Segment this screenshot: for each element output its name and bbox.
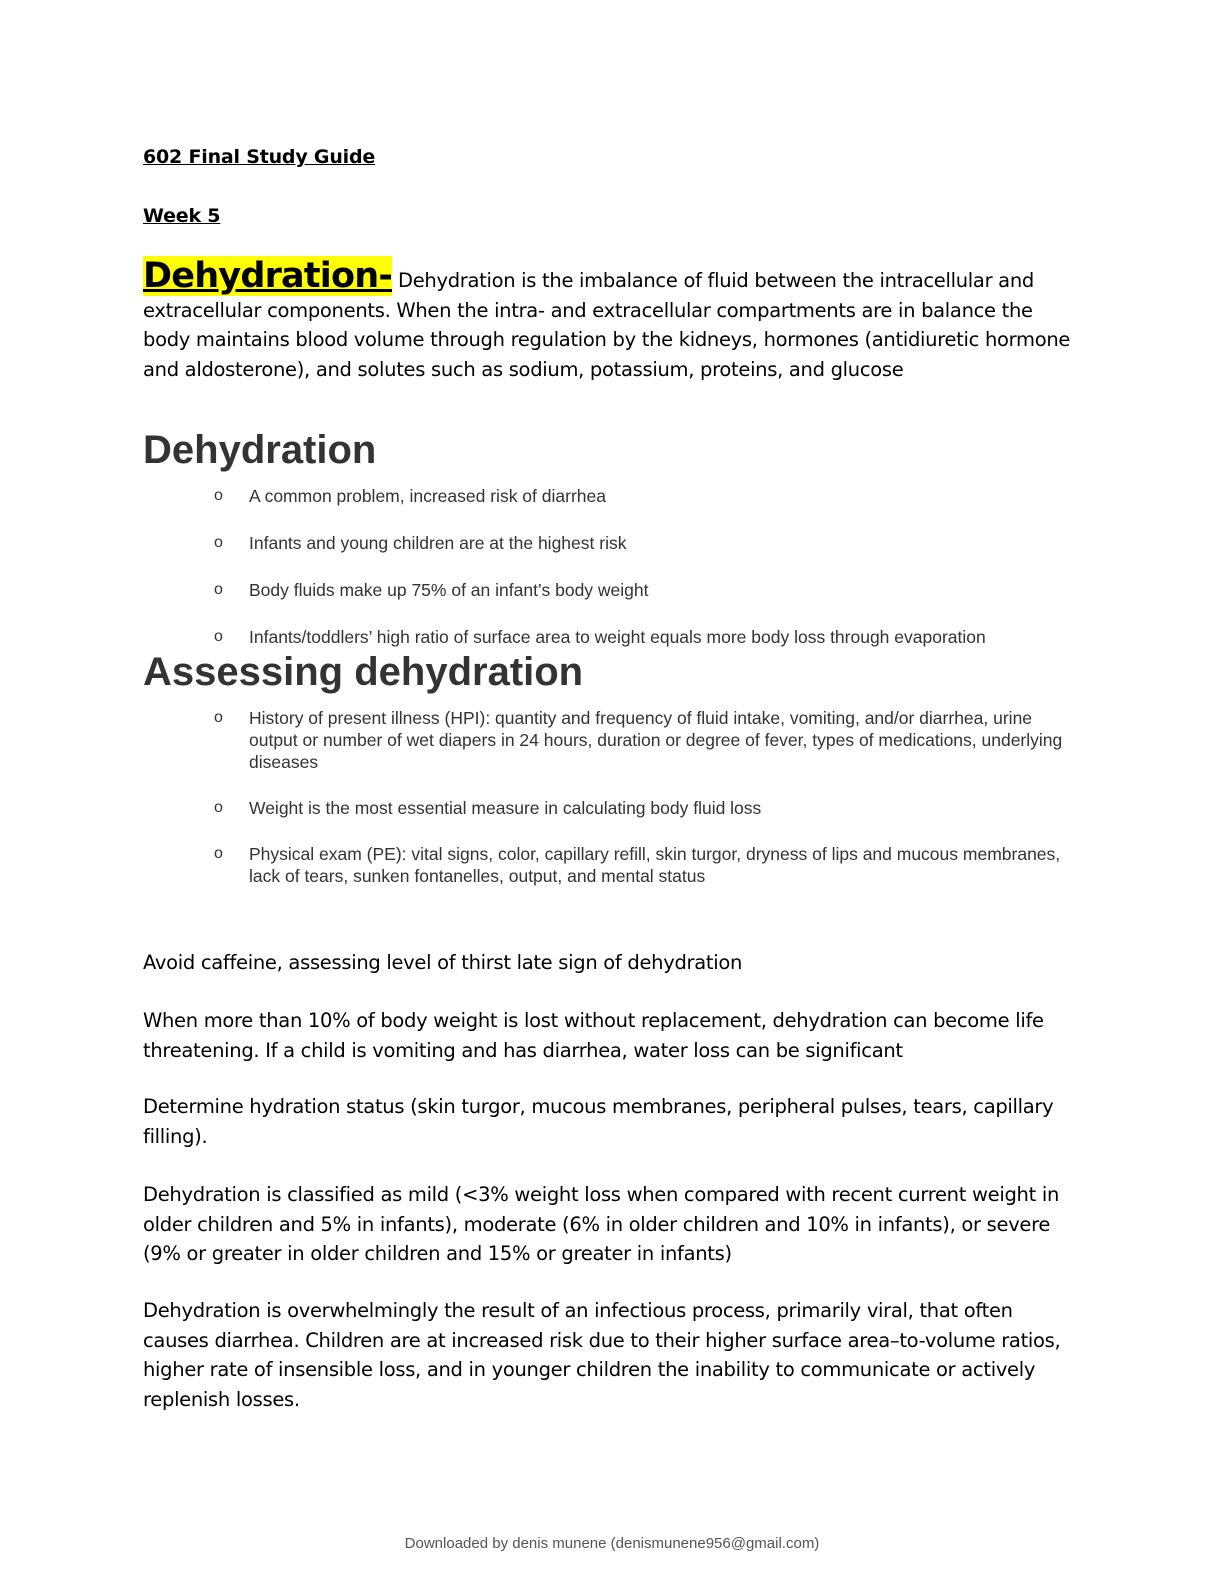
list-item (214, 626, 1074, 648)
list-item-text: Body fluids make up 75% of an infant’s body weight (249, 580, 649, 600)
bullet-circle-icon: o (214, 845, 223, 862)
list-item (214, 797, 1064, 819)
list-item (214, 485, 1074, 507)
body-paragraph: When more than 10% of body weight is lost without replacement, dehydration can become life threatening. If a child is vomiting and has diarrhea, water loss can be significant (143, 1009, 1044, 1062)
bullet-circle-icon: o (214, 534, 223, 551)
list-item (214, 707, 1064, 773)
intro-paragraph (143, 256, 1073, 384)
bullet-circle-icon: o (214, 799, 223, 816)
list-item (214, 843, 1064, 887)
body-paragraph: Avoid caffeine, assessing level of thirst late sign of dehydration (143, 951, 743, 974)
document-title: 602 Final Study Guide (143, 146, 376, 168)
list-item-text: Infants and young children are at the highest risk (249, 533, 627, 553)
section-heading-dehydration: Dehydration (143, 428, 377, 472)
list-item (214, 579, 1074, 601)
list-item (214, 532, 1074, 554)
highlighted-term: Dehydration- (143, 256, 393, 296)
download-footer: Downloaded by denis munene (denismunene956@gmail.com) (404, 1535, 820, 1552)
list-item-text: Weight is the most essential measure in calculating body fluid loss (249, 798, 762, 818)
intro-text: Dehydration is the imbalance of fluid between the intracellular and extracellular components. When the intra- and extracellular compartments are in balance the body maintains blood volume through regulation by the kidneys, hormones (antidiuretic hormone and aldosterone), and solutes such as sodium, potassium, proteins, and glucose (143, 269, 1071, 381)
list-item-text: A common problem, increased risk of diarrhea (249, 486, 606, 506)
list-item-text: History of present illness (HPI): quantity and frequency of fluid intake, vomiting, and/or diarrhea, urine output or number of wet diapers in 24 hours, duration or degree of fever, types of medications, underlying diseases (249, 708, 1063, 772)
body-paragraph: Dehydration is classified as mild (<3% weight loss when compared with recent current weight in older children and 5% in infants), moderate (6% in older children and 10% in infants), or severe (9% or greater in older children and 15% or greater in infants) (143, 1183, 1060, 1265)
bullet-circle-icon: o (214, 709, 223, 726)
section-heading-assessing: Assessing dehydration (143, 650, 584, 694)
dehydration-bullet-list (214, 485, 1074, 673)
week-heading: Week 5 (143, 205, 221, 227)
list-item-text: Infants/toddlers’ high ratio of surface area to weight equals more body loss through evaporation (249, 627, 986, 647)
bullet-circle-icon: o (214, 581, 223, 598)
bullet-circle-icon: o (214, 628, 223, 645)
body-paragraph: Dehydration is overwhelmingly the result of an infectious process, primarily viral, that often causes diarrhea. Children are at increased risk due to their higher surface area–to-volume ratios, higher rate of insensible loss, and in younger children the inability to communicate or actively replenish losses. (143, 1299, 1061, 1411)
assessing-bullet-list (214, 707, 1064, 911)
list-item-text: Physical exam (PE): vital signs, color, capillary refill, skin turgor, dryness of lips and mucous membranes, lack of tears, sunken fontanelles, output, and mental status (249, 844, 1061, 886)
body-paragraph: Determine hydration status (skin turgor, mucous membranes, peripheral pulses, tears, capillary filling). (143, 1095, 1054, 1148)
bullet-circle-icon: o (214, 487, 223, 504)
